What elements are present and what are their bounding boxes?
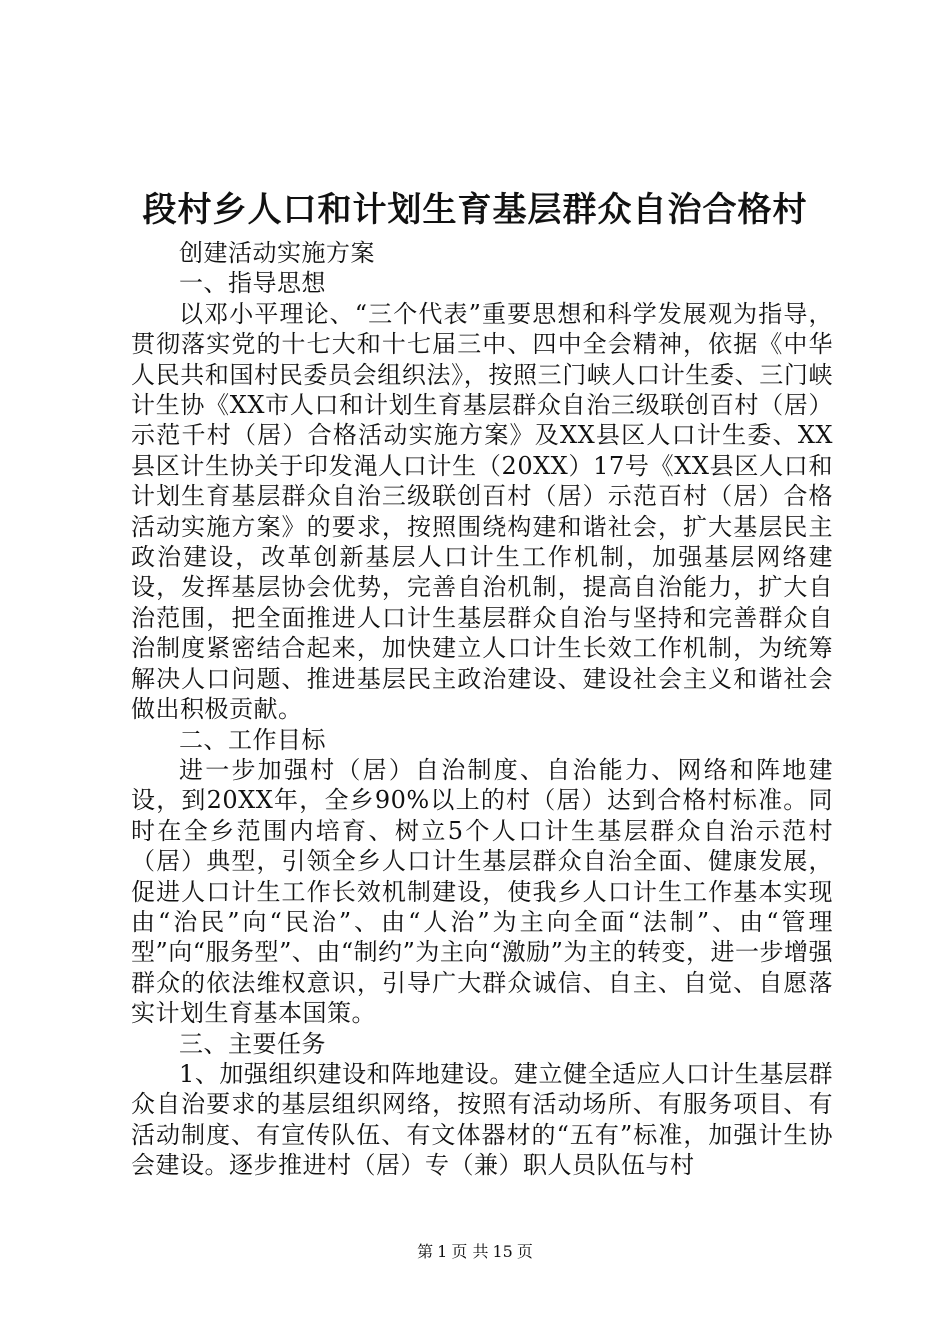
document-title: 段村乡人口和计划生育基层群众自治合格村 bbox=[142, 190, 808, 230]
section-heading-guiding-ideology: 一、指导思想 bbox=[179, 269, 326, 298]
page-footer bbox=[0, 1240, 950, 1264]
document-subtitle: 创建活动实施方案 bbox=[179, 239, 375, 267]
section-paragraph-main-tasks: 1、加强组织建设和阵地建设。建立健全适应人口计生基层群众自治要求的基层组织网络，按照有活动场所、有服务项目、有活动制度、有宣传队伍、有文体器材的“五有”标准，加强计生协会建设。逐步推进村（居）专（兼）职人员队伍与村 bbox=[131, 1059, 833, 1180]
page-mid-text: 页 共 bbox=[451, 1242, 489, 1261]
page-total-number: 15 bbox=[492, 1242, 513, 1261]
page-current-number: 1 bbox=[437, 1242, 448, 1261]
page-suffix: 页 bbox=[516, 1242, 533, 1261]
section-heading-work-goals: 二、工作目标 bbox=[179, 725, 326, 754]
section-heading-main-tasks: 三、主要任务 bbox=[179, 1029, 326, 1058]
page-prefix: 第 bbox=[417, 1242, 434, 1261]
section-paragraph-guiding-ideology: 以邓小平理论、“三个代表”重要思想和科学发展观为指导，贯彻落实党的十七大和十七届三中、四中全会精神，依据《中华人民共和国村民委员会组织法》，按照三门峡人口计生委、三门峡计生协《XX市人口和计划生育基层群众自治三级联创百村（居）示范千村（居）合格活动实施方案》及XX县区人口计生委、XX县区计生协关于印发渑人口计生（20XX）17号《XX县区人口和计划生育基层群众自治三级联创百村（居）示范百村（居）合格活动实施方案》的要求，按照围绕构建和谐社会，扩大基层民主政治建设，改革创新基层人口计生工作机制，加强基层网络建设，发挥基层协会优势，完善自治机制，提高自治能力，扩大自治范围，把全面推进人口计生基层群众自治与坚持和完善群众自治制度紧密结合起来，加快建立人口计生长效工作机制，为统筹解决人口问题、推进基层民主政治建设、建设社会主义和谐社会做出积极贡献。 bbox=[131, 299, 833, 724]
document-body bbox=[131, 238, 833, 1181]
section-paragraph-work-goals: 进一步加强村（居）自治制度、自治能力、网络和阵地建设，到20XX年，全乡90%以上的村（居）达到合格村标准。同时在全乡范围内培育、树立5个人口计生基层群众自治示范村（居）典型，引领全乡人口计生基层群众自治全面、健康发展，促进人口计生工作长效机制建设，使我乡人口计生工作基本实现由“治民”向“民治”、由“人治”为主向全面“法制”、由“管理型”向“服务型”、由“制约”为主向“激励”为主的转变，进一步增强群众的依法维权意识，引导广大群众诚信、自主、自觉、自愿落实计划生育基本国策。 bbox=[131, 755, 833, 1028]
